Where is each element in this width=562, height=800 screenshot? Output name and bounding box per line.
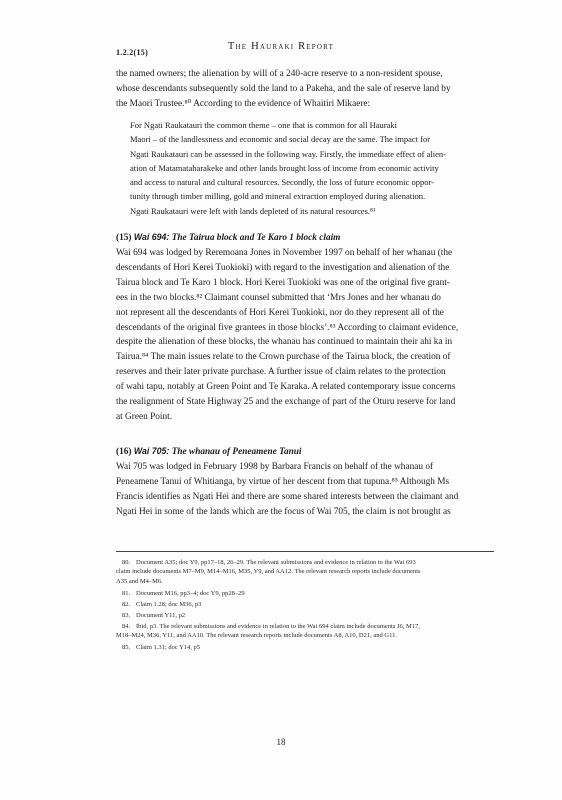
section-15-body (116, 246, 494, 425)
footnote-label: 82. (122, 601, 131, 608)
text-line: the named owners; the alienation by will of a 240-acre reserve to a non-resident spouse, (116, 69, 443, 79)
footnote-text: claim include documents M7–M9, M14–M16, M35, Y9, and AA12. The relevant research reports include documents (116, 568, 421, 576)
quote-line: For Ngati Raukatauri the common theme – one that is common for all Hauraki (130, 120, 397, 130)
heading-claim-id: Wai 694: (133, 232, 170, 242)
text-line: the Maori Trustee.⁸⁰ According to the evidence of Whaitiri Mikaere: (116, 98, 371, 109)
text-line: Peneamene Tanui of Whitianga, by virtue of her descent from that tupuna.⁸⁵ Although Ms (116, 476, 450, 487)
footnote-label: 81. (122, 590, 131, 597)
text-line: reserves and their later private purchase. A further issue of claim relates to the protection (116, 367, 446, 378)
footnote-text: Document Y11, p2 (136, 612, 186, 619)
text-line: Wai 705 was lodged in February 1998 by Barbara Francis on behalf of the whanau of (116, 462, 434, 472)
text-line: Tairua block and Te Karo 1 block. Hori Kerei Tuokioki was one of the original five grant- (116, 277, 450, 288)
heading-title: The whanau of Peneamene Tanui (171, 447, 302, 457)
footnote-82 (116, 600, 494, 609)
text-line: ees in the two blocks.⁸² Claimant counsel submitted that ‘Mrs Jones and her whanau do (116, 292, 441, 303)
text-line: descendants of the original five grantees in those blocks’.⁸³ According to claimant evidence, (116, 322, 459, 333)
section-15-heading (116, 232, 494, 243)
footnote-label: 80. (122, 559, 131, 566)
quote-line: ation of Matamataharakeke and other lands brought loss of income from economic activity (130, 162, 439, 173)
page-number: 18 (276, 737, 286, 747)
text-line: Ngati Hei in some of the lands which are the focus of Wai 705, the claim is not brought as (116, 506, 451, 517)
footnote-85 (116, 643, 494, 652)
text-line: not represent all the descendants of Hori Kerei Tuokioki, nor do they represent all of the (116, 307, 444, 318)
intro-paragraph (116, 67, 494, 112)
footnote-text: M18–M24, M36, Y11, and AA10. The relevant research reports include documents A8, A10, D21, and G11. (116, 632, 397, 640)
section-number: 1.2.2(15) (116, 48, 149, 57)
footnote-text: Ibid, p3. The relevant submissions and evidence in relation to the Wai 694 claim include documents J6, M17, (136, 623, 420, 630)
quote-line: tunity through timber milling, gold and mineral extraction employed during alienation. (130, 191, 426, 202)
text-line: Francis identifies as Ngati Hei and there are some shared interests between the claimant and (116, 491, 459, 502)
text-line: Wai 694 was lodged by Reremoana Jones in November 1997 on behalf of her whanau (the (116, 248, 453, 258)
quote-line: Ngati Raukatauri can be assessed in the following way. Firstly, the immediate effect of alien- (130, 148, 446, 159)
footnote-label: 83. (122, 612, 131, 619)
text-line: whose descendants subsequently sold the land to a Pakeha, and the sale of reserve land by (116, 83, 451, 94)
footnote-text: Document M16, pp3–4; doc Y9, pp28–29 (136, 590, 245, 597)
footnote-label: 84. (122, 623, 131, 630)
section-16-body (116, 460, 494, 520)
heading-claim-id: Wai 705: (133, 446, 170, 456)
heading-number: (15) (116, 233, 132, 243)
footnote-text: Claim 1.31; doc Y14, p5 (136, 644, 201, 651)
section-16-heading (116, 446, 494, 457)
footnote-80 (116, 558, 494, 586)
block-quote (130, 118, 494, 218)
footnote-text: A35 and M4–M6. (116, 577, 163, 585)
quote-line: Maori – of the landlessness and economic and social decay are the same. The impact for (130, 134, 431, 145)
running-head: The Hauraki Report (227, 41, 335, 52)
text-line: Tairua.⁸⁴ The main issues relate to the Crown purchase of the Tairua block, the creation of (116, 352, 451, 363)
text-line: the realignment of State Highway 25 and the exchange of part of the Oturu reserve for land (116, 397, 456, 408)
heading-title: The Tairua block and Te Karo 1 block claim (171, 233, 341, 243)
text-line: despite the alienation of these blocks, the whanau has continued to maintain their ahi ka in (116, 337, 453, 348)
text-line: at Green Point. (116, 411, 173, 422)
footnote-84 (116, 622, 494, 641)
footnote-label: 85. (122, 644, 131, 651)
heading-number: (16) (116, 447, 132, 457)
text-line: of wahi tapu, notably at Green Point and Te Karaka. A related contemporary issue concerns (116, 382, 456, 393)
footnote-text: Claim 1.28; doc M36, p3 (136, 601, 202, 608)
text-line: descendants of Hori Kerei Tuokioki) with regard to the investigation and alienation of the (116, 262, 450, 273)
footnote-text: Document A35; doc Y9, pp17–18, 26–29. The relevant submissions and evidence in relation to the Wai 693 (136, 559, 416, 566)
quote-line: Ngati Raukatauri were left with lands depleted of its natural resources.⁸¹ (130, 205, 376, 216)
footnote-81 (116, 589, 494, 598)
quote-line: and access to natural and cultural resources. Secondly, the loss of future economic oppor- (130, 177, 434, 188)
footnote-rule (116, 551, 494, 552)
footnote-83 (116, 611, 494, 620)
